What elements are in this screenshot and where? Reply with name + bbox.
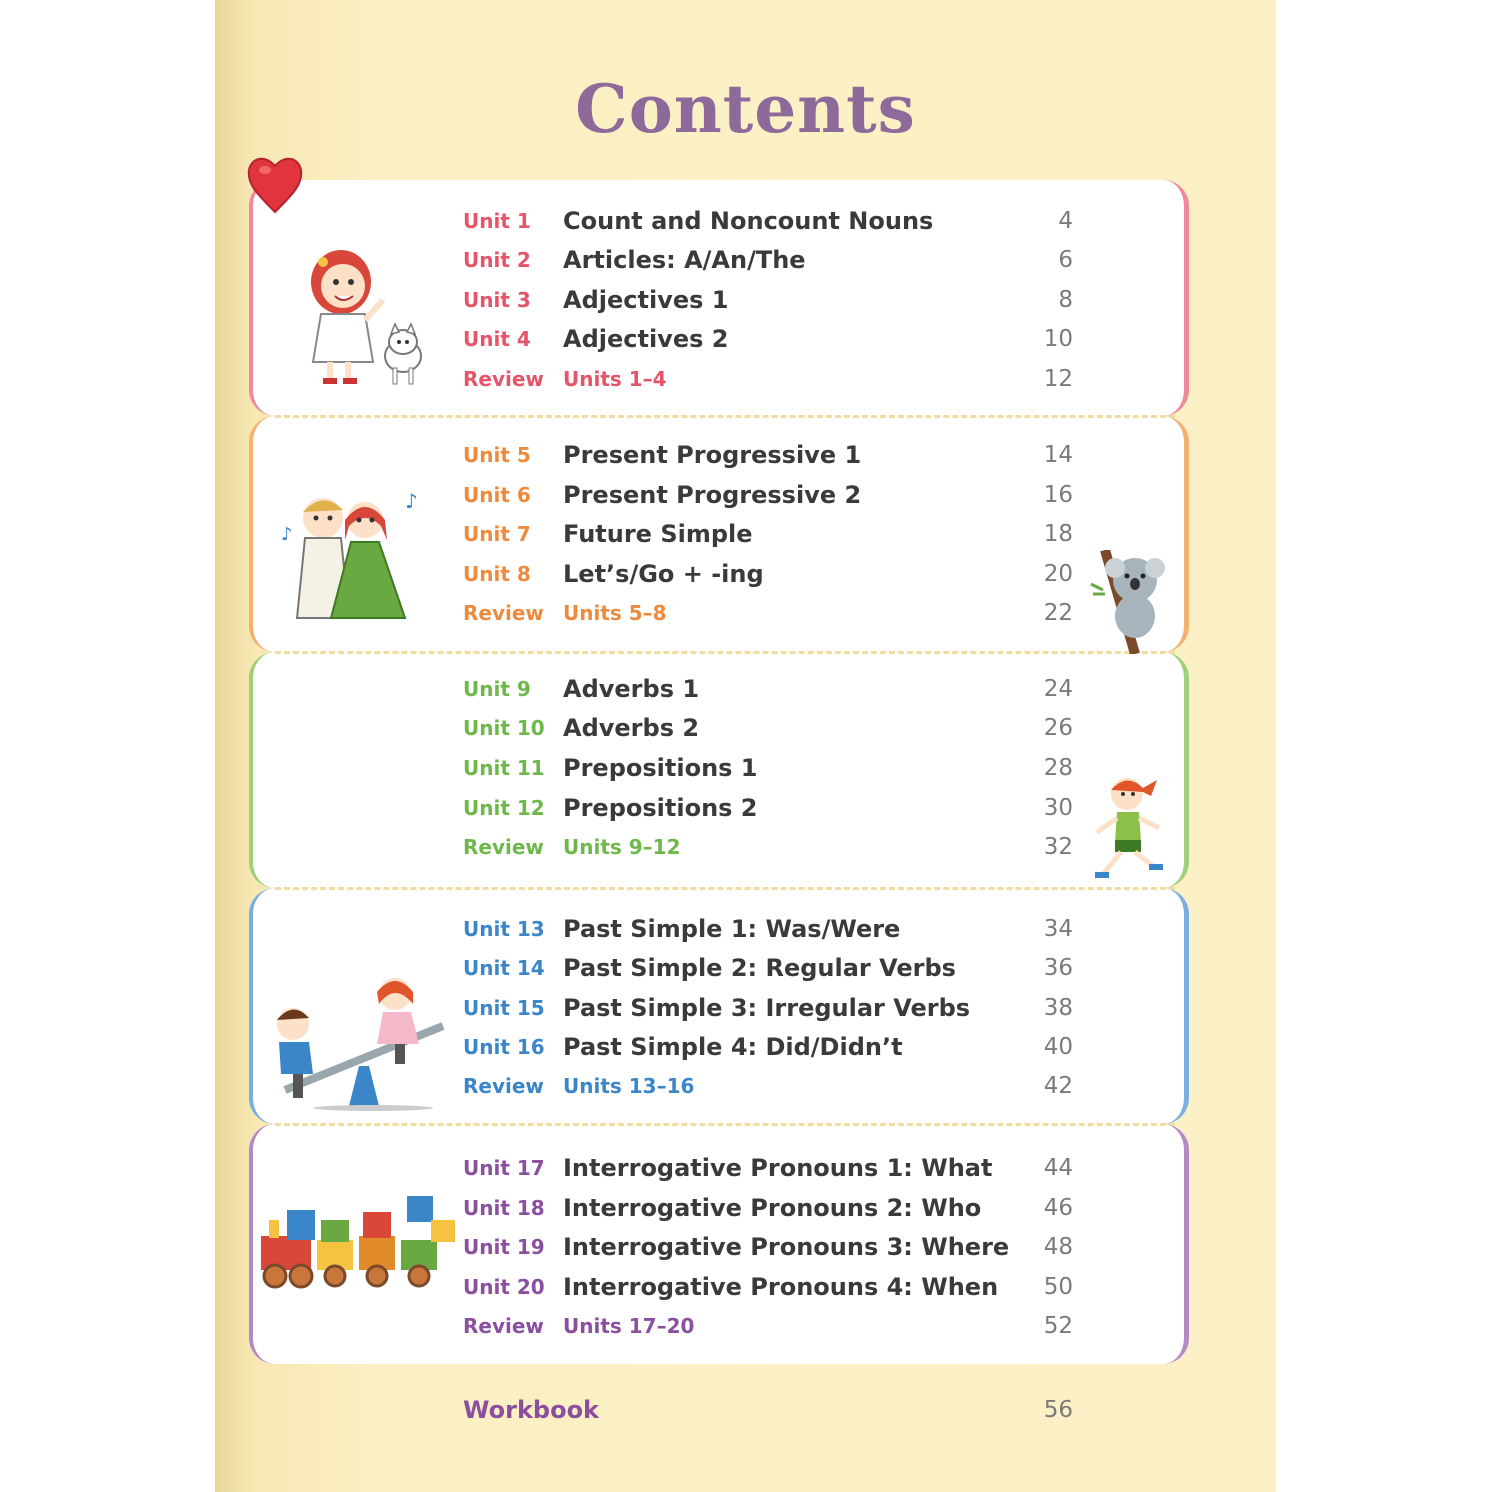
toc-review-row[interactable]: [463, 1068, 1073, 1104]
unit-label: Unit 15: [463, 996, 545, 1020]
topic-title: Past Simple 3: Irregular Verbs: [563, 994, 971, 1022]
divider: [275, 887, 1175, 890]
contents-page: [215, 0, 1276, 1492]
review-label: Review: [463, 835, 544, 859]
review-units: Units 1–4: [563, 367, 667, 391]
divider: [275, 415, 1175, 418]
page-number: 16: [1043, 482, 1073, 508]
toc-row[interactable]: [463, 203, 1073, 239]
page-number: 36: [1043, 955, 1073, 981]
page-number: 44: [1043, 1155, 1073, 1181]
heart-icon: [247, 152, 303, 214]
svg-text:♪: ♪: [281, 524, 293, 545]
toc-row[interactable]: [463, 437, 1073, 473]
svg-text:♪: ♪: [405, 490, 418, 513]
topic-title: Prepositions 1: [563, 754, 758, 782]
toy-train-illustration: [255, 1190, 461, 1296]
topic-title: Prepositions 2: [563, 794, 758, 822]
page-title: Contents: [575, 70, 916, 148]
page-number: 56: [1043, 1397, 1073, 1423]
page-number: 12: [1043, 366, 1073, 392]
toc-row[interactable]: [463, 516, 1073, 552]
topic-title: Interrogative Pronouns 2: Who: [563, 1194, 982, 1222]
page-number: 14: [1043, 442, 1073, 468]
topic-title: Let’s/Go + -ing: [563, 560, 764, 588]
seesaw-kids-illustration: [273, 970, 449, 1112]
page-number: 48: [1043, 1234, 1073, 1260]
page-number: 40: [1043, 1034, 1073, 1060]
toc-row[interactable]: [463, 1229, 1073, 1265]
review-label: Review: [463, 1314, 544, 1338]
review-units: Units 13–16: [563, 1074, 695, 1098]
topic-title: Past Simple 2: Regular Verbs: [563, 954, 956, 982]
unit-label: Unit 4: [463, 327, 531, 351]
review-label: Review: [463, 1074, 544, 1098]
unit-label: Unit 20: [463, 1275, 545, 1299]
divider: [275, 1123, 1175, 1126]
toc-review-row[interactable]: [463, 1308, 1073, 1344]
unit-label: Unit 17: [463, 1156, 545, 1180]
unit-label: Unit 11: [463, 756, 545, 780]
topic-title: Past Simple 1: Was/Were: [563, 915, 901, 943]
page-number: 22: [1043, 600, 1073, 626]
unit-label: Unit 1: [463, 209, 531, 233]
toc-row[interactable]: [463, 1029, 1073, 1065]
topic-title: Present Progressive 1: [563, 441, 862, 469]
review-units: Units 17–20: [563, 1314, 695, 1338]
page-number: 18: [1043, 521, 1073, 547]
unit-label: Unit 16: [463, 1035, 545, 1059]
topic-title: Adverbs 2: [563, 714, 700, 742]
unit-label: Unit 8: [463, 562, 531, 586]
unit-label: Unit 10: [463, 716, 545, 740]
toc-row[interactable]: [463, 282, 1073, 318]
koala-illustration: [1087, 550, 1167, 654]
toc-row[interactable]: [463, 710, 1073, 746]
divider: [275, 651, 1175, 654]
topic-title: Adverbs 1: [563, 675, 700, 703]
toc-row[interactable]: [463, 750, 1073, 786]
workbook-row[interactable]: [463, 1390, 1073, 1430]
unit-label: Unit 6: [463, 483, 531, 507]
topic-title: Interrogative Pronouns 3: Where: [563, 1233, 1010, 1261]
unit-label: Unit 9: [463, 677, 531, 701]
dancing-couple-illustration: [275, 490, 435, 630]
page-number: 10: [1043, 326, 1073, 352]
page-number: 30: [1043, 795, 1073, 821]
workbook-label: Workbook: [463, 1396, 600, 1424]
topic-title: Adjectives 1: [563, 286, 729, 314]
page-number: 20: [1043, 561, 1073, 587]
unit-label: Unit 12: [463, 796, 545, 820]
unit-label: Unit 19: [463, 1235, 545, 1259]
unit-label: Unit 3: [463, 288, 531, 312]
review-label: Review: [463, 367, 544, 391]
unit-label: Unit 5: [463, 443, 531, 467]
toc-review-row[interactable]: [463, 595, 1073, 631]
toc-row[interactable]: [463, 321, 1073, 357]
topic-title: Present Progressive 2: [563, 481, 862, 509]
toc-row[interactable]: [463, 242, 1073, 278]
page-number: 8: [1058, 287, 1073, 313]
topic-title: Future Simple: [563, 520, 753, 548]
toc-review-row[interactable]: [463, 361, 1073, 397]
page-number: 24: [1043, 676, 1073, 702]
toc-row[interactable]: [463, 990, 1073, 1026]
toc-row[interactable]: [463, 671, 1073, 707]
page-number: 6: [1058, 247, 1073, 273]
toc-row[interactable]: [463, 790, 1073, 826]
unit-label: Unit 14: [463, 956, 545, 980]
toc-review-row[interactable]: [463, 829, 1073, 865]
page-number: 4: [1058, 208, 1073, 234]
topic-title: Adjectives 2: [563, 325, 729, 353]
page-number: 32: [1043, 834, 1073, 860]
page-number: 50: [1043, 1274, 1073, 1300]
unit-label: Unit 13: [463, 917, 545, 941]
toc-row[interactable]: [463, 911, 1073, 947]
review-units: Units 9–12: [563, 835, 681, 859]
page-number: 34: [1043, 916, 1073, 942]
page-number: 38: [1043, 995, 1073, 1021]
topic-title: Articles: A/An/The: [563, 246, 806, 274]
toc-row[interactable]: [463, 1190, 1073, 1226]
page-number: 28: [1043, 755, 1073, 781]
page-number: 26: [1043, 715, 1073, 741]
unit-label: Unit 7: [463, 522, 531, 546]
topic-title: Interrogative Pronouns 4: When: [563, 1273, 999, 1301]
page-number: 46: [1043, 1195, 1073, 1221]
toc-row[interactable]: [463, 1150, 1073, 1186]
unit-label: Unit 18: [463, 1196, 545, 1220]
page-number: 52: [1043, 1313, 1073, 1339]
topic-title: Interrogative Pronouns 1: What: [563, 1154, 993, 1182]
topic-title: Count and Noncount Nouns: [563, 207, 934, 235]
toc-row[interactable]: [463, 556, 1073, 592]
review-label: Review: [463, 601, 544, 625]
toc-row[interactable]: [463, 1269, 1073, 1305]
running-girl-illustration: [1083, 770, 1173, 886]
girl-with-cat-illustration: [303, 244, 433, 394]
unit-label: Unit 2: [463, 248, 531, 272]
page-number: 42: [1043, 1073, 1073, 1099]
toc-row[interactable]: [463, 477, 1073, 513]
toc-row[interactable]: [463, 950, 1073, 986]
review-units: Units 5–8: [563, 601, 667, 625]
topic-title: Past Simple 4: Did/Didn’t: [563, 1033, 903, 1061]
